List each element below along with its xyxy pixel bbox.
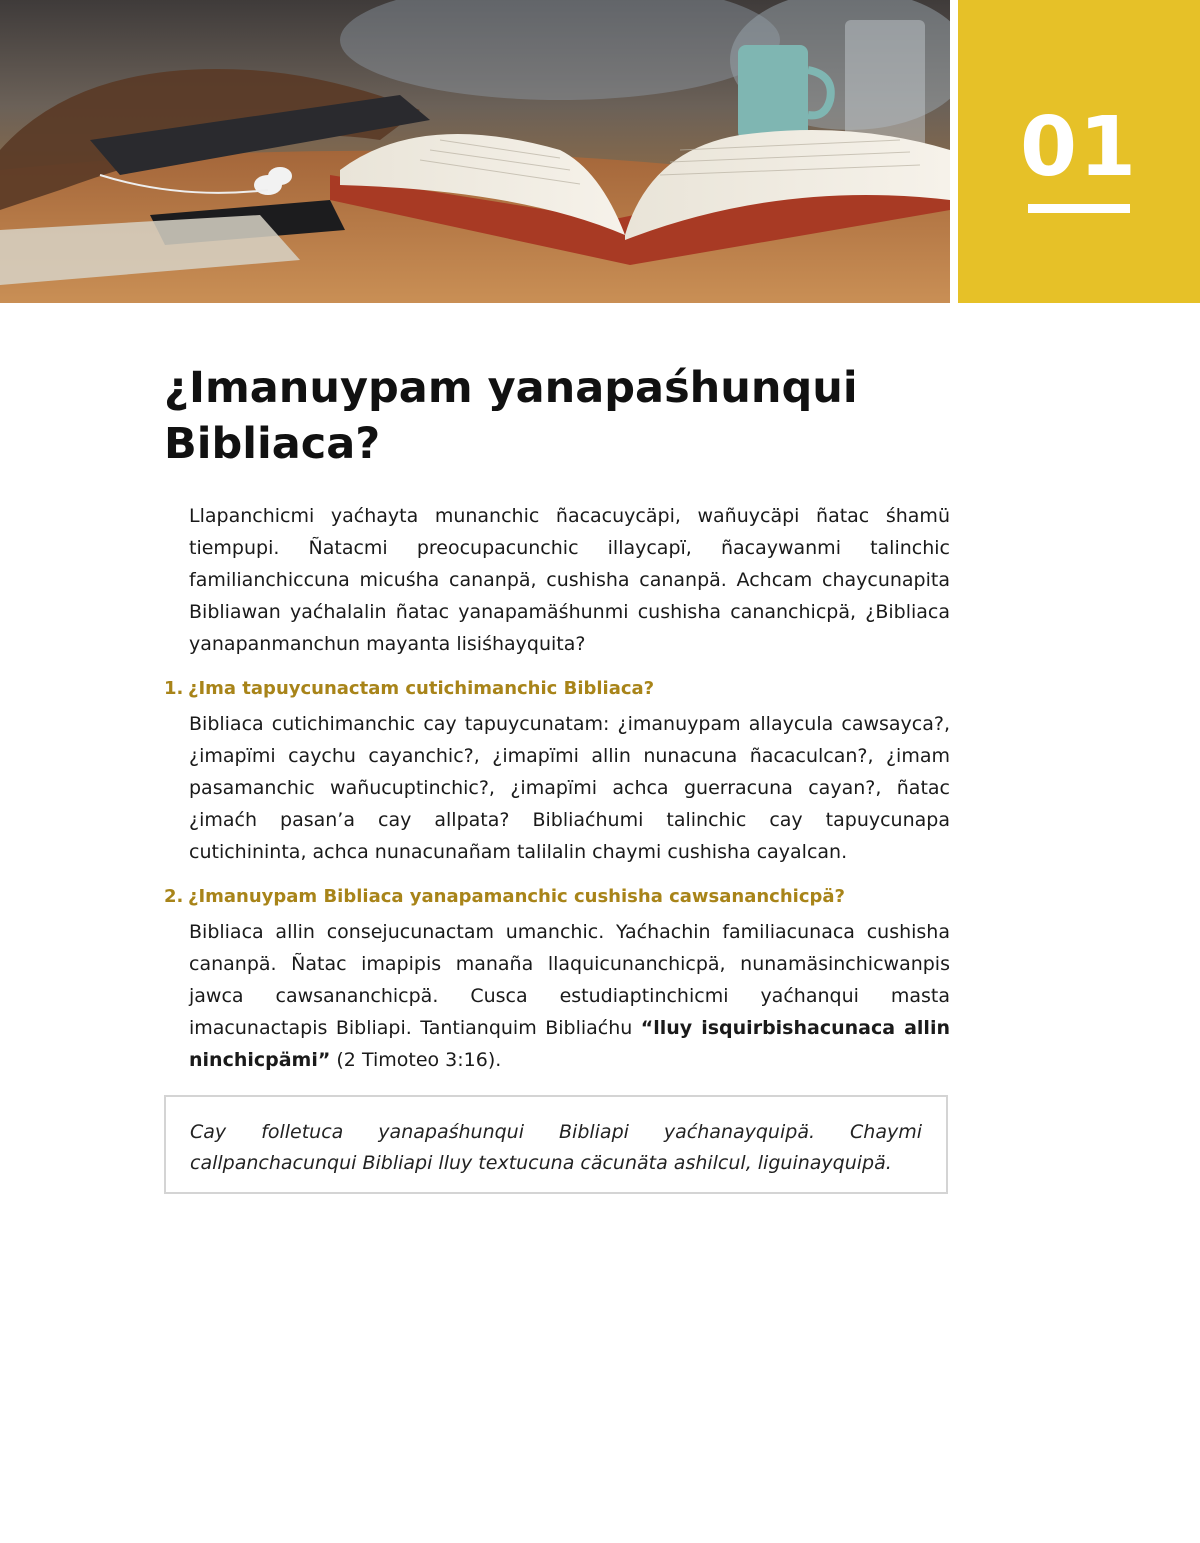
- page-title-line-1: ¿Imanuypam yanapaśhunqui: [164, 363, 858, 413]
- scripture-quote: “lluy isquirbishacunaca allin ninchicpämi”: [189, 1017, 950, 1071]
- question-text-2: ¿Imanuypam Bibliaca yanapamanchic cushisha cawsananchicpä?: [188, 886, 845, 907]
- question-number-1: 1.: [164, 678, 184, 699]
- lesson-number-box: [958, 0, 1200, 303]
- page-title: [164, 360, 964, 472]
- bible-table-illustration: [0, 0, 950, 303]
- question-heading-2: [164, 882, 950, 912]
- intro-paragraph: Llapanchicmi yaćhayta munanchic ñacacuycäpi, wañuycäpi ñatac śhamü tiempupi. Ñatacmi preocupacunchic illaycapï, ñacaywanmi talinchic familianchiccuna micuśha cananpä, cushisha cananpä. Achcam chaycunapita Bibliawan yaćhalalin ñatac yanapamäśhunmi cushisha cananchicpä, ¿Bibliaca yanapanmanchun mayanta lisiśhayquita?: [189, 505, 950, 655]
- header-photo: [0, 0, 950, 303]
- lesson-number: 01: [1019, 100, 1139, 195]
- main-content: [164, 500, 950, 1076]
- note-text: Cay folletuca yanapaśhunqui Bibliapi yaćhanayquipä. Chaymi callpanchacunqui Bibliapi lluy textucuna cäcunäta ashilcul, liguinayquipä.: [190, 1121, 922, 1174]
- note-box: [164, 1095, 948, 1194]
- answer-paragraph-1: Bibliaca cutichimanchic cay tapuycunatam: ¿imanuypam allaycula cawsayca?, ¿imapïmi caychu cayanchic?, ¿imapïmi allin nunacuna ñacaculcan?, ¿imam pasamanchic wañucuptinchic?, ¿imapïmi achca guerracuna cayan?, ñatac ¿imaćh pasan’a cay allpata? Bibliaćhumi talinchic cay tapuycunapa cutichininta, achca nunacunañam talilalin chaymi cushisha cayalcan.: [189, 713, 950, 863]
- question-heading-1: [164, 674, 950, 704]
- lesson-number-underline: [1028, 204, 1130, 213]
- answer-paragraph-2: [189, 916, 950, 1076]
- question-number-2: 2.: [164, 886, 184, 907]
- answer-2-text: Bibliaca allin consejucunactam umanchic. Yaćhachin familiacunaca cushisha cananpä. Ñatac imapipis manaña llaquicunanchicpä, nunamäsinchicwanpis jawca cawsananchicpä. Cusca estudiaptinchicmi yaćhanqui masta imacunactapis Bibliapi. Tantianquim Bibliaćhu: [189, 921, 950, 1039]
- scripture-reference: (2 Timoteo 3:16).: [330, 1049, 502, 1071]
- question-text-1: ¿Ima tapuycunactam cutichimanchic Bibliaca?: [188, 678, 655, 699]
- page-title-line-2: Bibliaca?: [164, 419, 381, 469]
